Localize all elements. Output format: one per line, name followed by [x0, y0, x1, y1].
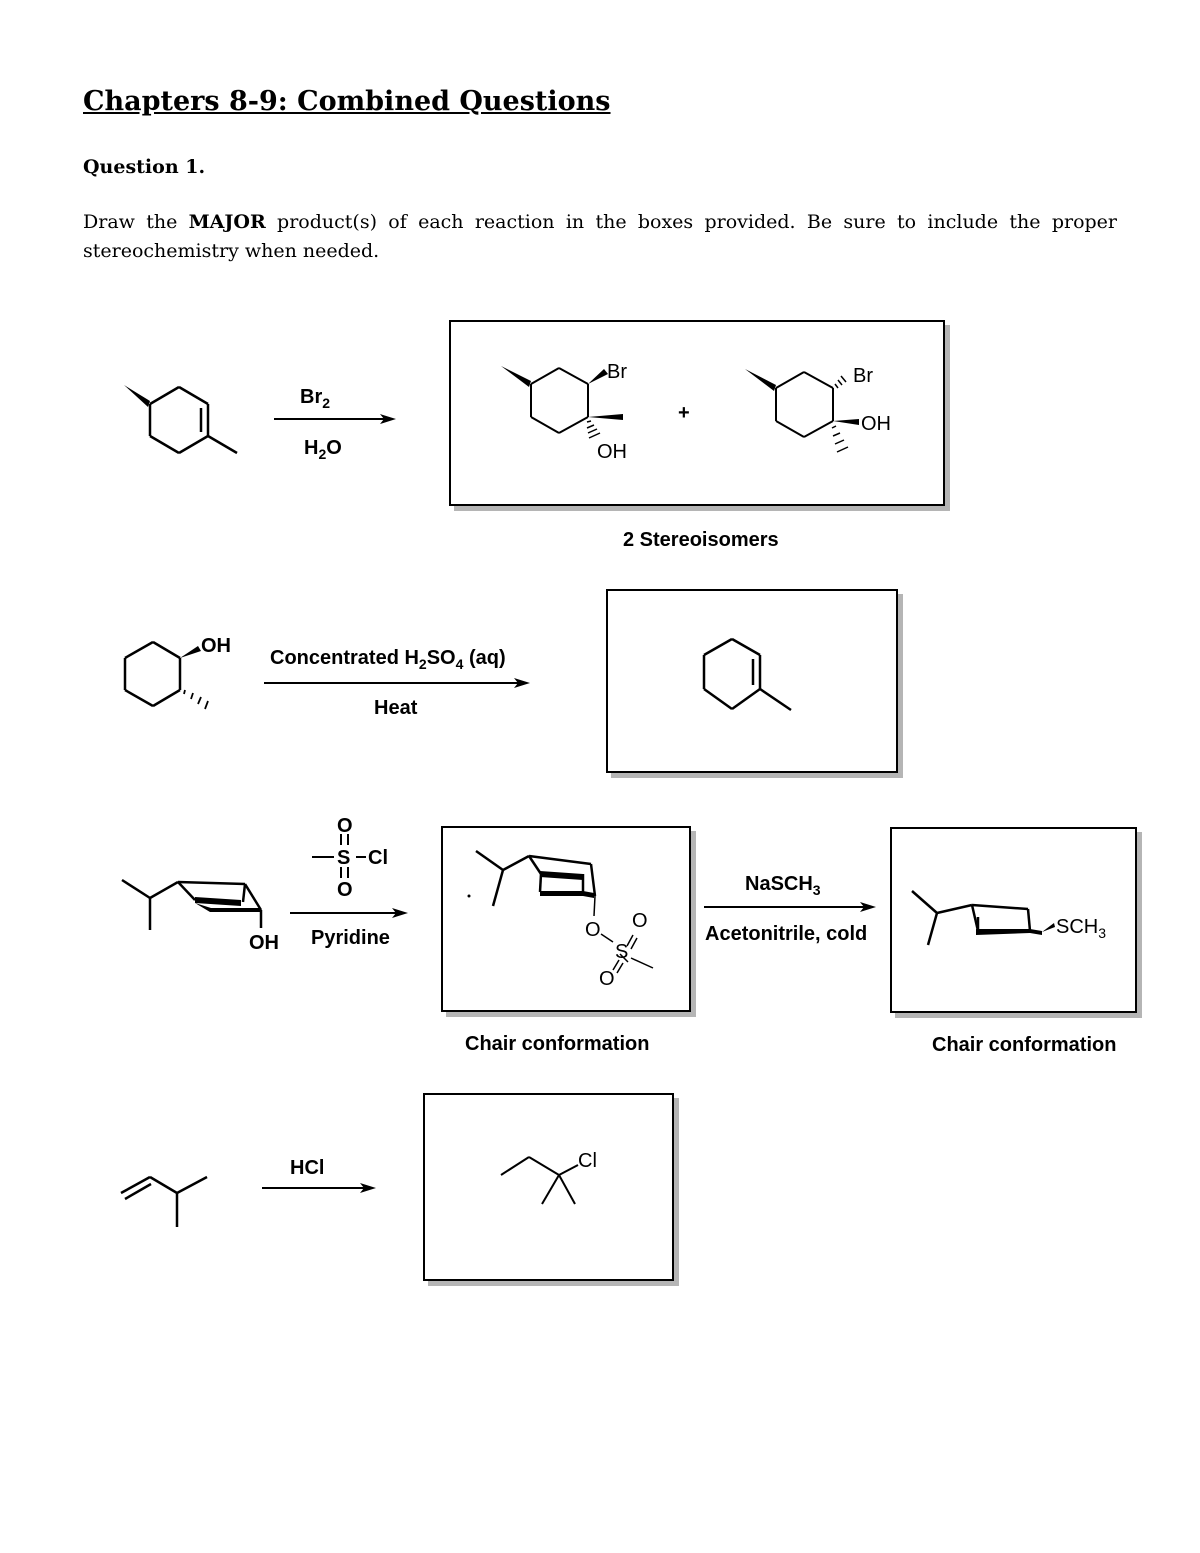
svg-text:Cl: Cl	[368, 847, 388, 869]
mesyl-chloride-reagent	[308, 812, 408, 902]
reaction2-reagent-top: Concentrated $H_2SO_4$ (aq)	[270, 647, 506, 672]
productB-oh-label: OH	[861, 413, 891, 435]
reaction3-arrow-2	[702, 900, 882, 914]
reaction4-arrow	[260, 1181, 382, 1195]
reaction3-intermediate-box	[441, 826, 691, 1012]
svg-text:S: S	[615, 941, 629, 963]
question-label: Question 1.	[83, 156, 206, 178]
reaction1-answer-box	[449, 320, 945, 506]
svg-text:O: O	[585, 919, 601, 941]
reaction2-oh-label: OH	[201, 635, 231, 657]
reaction1-reagent-top: $Br_2$	[300, 386, 331, 411]
productA-br-label: Br	[607, 361, 627, 383]
reaction3-arrow-1	[288, 906, 416, 920]
reaction1-starting-material	[110, 370, 250, 470]
plus-sign: +	[678, 402, 690, 424]
question-instructions: Draw the MAJOR product(s) of each reaction in the boxes provided. Be sure to include the proper stereochemistry when needed.	[83, 211, 1117, 262]
page-title: Chapters 8-9: Combined Questions	[83, 86, 611, 117]
reaction4-reagent-top: HCl	[290, 1157, 325, 1179]
svg-text:S: S	[337, 847, 351, 869]
reaction2-answer-box	[606, 589, 898, 773]
reaction3-oh-label: OH	[249, 932, 279, 954]
reaction1-caption: 2 Stereoisomers	[623, 529, 779, 551]
svg-text:O: O	[632, 910, 648, 932]
reaction2-arrow	[262, 676, 537, 690]
reaction2-starting-material	[110, 628, 260, 728]
svg-text:O: O	[599, 968, 615, 990]
reaction2-reagent-bottom: Heat	[374, 697, 418, 719]
reaction3-reagent1-bottom: Pyridine	[311, 927, 390, 949]
reaction1-reagent-bottom: $H_2O$	[304, 437, 342, 462]
emphasis-major: MAJOR	[188, 211, 266, 233]
reaction1-arrow	[272, 412, 402, 426]
reaction3-starting-material	[115, 860, 295, 960]
reaction3-reagent2-top: NaSCH$_3$	[745, 873, 821, 898]
reaction4-answer-box	[423, 1093, 674, 1281]
reaction3-caption-1: Chair conformation	[465, 1033, 650, 1055]
reaction3-product-box	[890, 827, 1137, 1013]
reaction3-reagent2-bottom: Acetonitrile, cold	[705, 923, 868, 945]
productB-br-label: Br	[853, 365, 873, 387]
product-sch3-label: $SCH_3$	[1056, 916, 1107, 941]
productA-oh-label: OH	[597, 441, 627, 463]
reaction3-caption-2: Chair conformation	[932, 1034, 1117, 1056]
reaction4-starting-material	[115, 1165, 215, 1235]
svg-text:O: O	[337, 815, 353, 837]
reaction4-cl-label: Cl	[578, 1150, 597, 1172]
svg-text:O: O	[337, 879, 353, 901]
